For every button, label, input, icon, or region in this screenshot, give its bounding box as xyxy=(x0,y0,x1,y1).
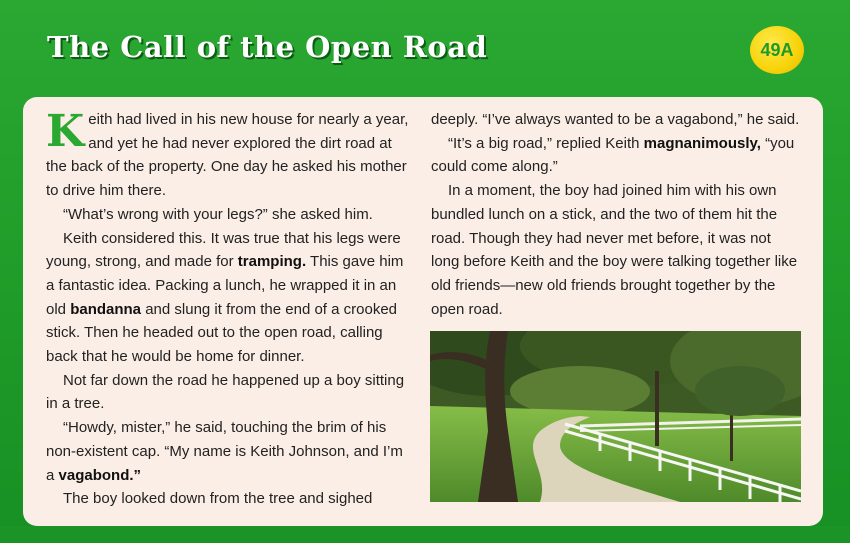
story-column-right xyxy=(431,108,803,321)
road-photo xyxy=(430,331,801,502)
page-number-badge: 49A xyxy=(750,26,804,74)
paragraph-text: Keith considered this. It was true that his legs were young, strong, and made for xyxy=(46,229,401,271)
drop-cap: K xyxy=(46,106,85,157)
story-paragraph xyxy=(431,132,803,179)
vocab-word-tramping: tramping. xyxy=(237,253,307,271)
road-photo-illustration xyxy=(430,331,801,502)
story-paragraph xyxy=(46,227,414,369)
paragraph-text: This gave him a fantastic idea. Packing a lunch, he wrapped it in an old xyxy=(46,253,404,318)
paragraph-text: “Howdy, mister,” he said, touching the brim of his non-existent cap. “My name is Keith Johnson, and I’m a xyxy=(46,419,403,484)
bottom-border xyxy=(0,526,850,543)
story-paragraph: In a moment, the boy had joined him with his own bundled lunch on a stick, and the two of them hit the road. Though they had never met before, it was not long before Keith and the boy were talking together like old friends—new old friends brought together by the open road. xyxy=(431,182,798,318)
page-title: The Call of the Open Road xyxy=(47,30,488,64)
story-paragraph: Not far down the road he happened up a boy sitting in a tree. xyxy=(46,371,405,413)
story-paragraph: The boy looked down from the tree and sighed xyxy=(63,490,373,508)
story-paragraph: deeply. “I’ve always wanted to be a vagabond,” he said. xyxy=(431,111,800,128)
paragraph-text: and slung it from the end of a crooked stick. Then he headed out to the open road, calling back that he would be home for dinner. xyxy=(46,300,398,366)
story-paragraph: “What’s wrong with your legs?” she asked him. xyxy=(63,205,373,223)
story-paragraph xyxy=(46,416,414,487)
story-column-left xyxy=(46,108,414,511)
vocab-word-bandanna: bandanna xyxy=(70,300,142,318)
paragraph-text: “you could come along.” xyxy=(431,134,795,176)
paragraph-text: “It’s a big road,” replied Keith xyxy=(448,134,644,152)
paragraph-text: eith had lived in his new house for nearly a year, and yet he had never explored the dirt road at the back of the property. One day he asked his mother to drive him there. xyxy=(46,111,409,200)
story-paragraph xyxy=(46,108,414,203)
vocab-word-magnanimously: magnanimously, xyxy=(643,134,761,152)
vocab-word-vagabond: vagabond.” xyxy=(58,466,142,484)
